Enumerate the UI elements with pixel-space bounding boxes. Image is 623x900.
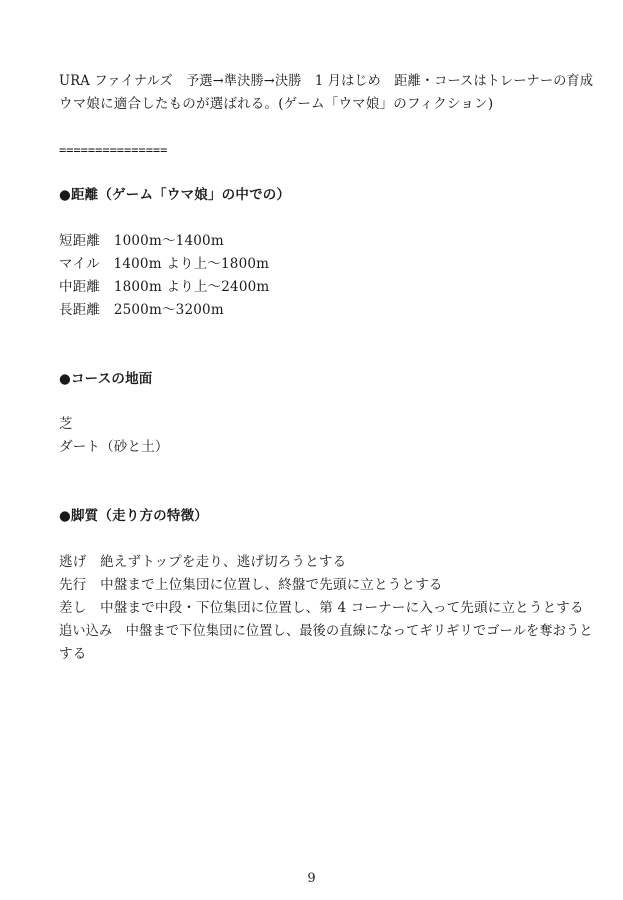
intro-line-2: ウマ娘に適合したものが選ばれる。(ゲーム「ウマ娘」のフィクション): [59, 96, 494, 112]
style-label: 追い込み: [59, 623, 113, 639]
distance-item: [59, 301, 224, 319]
course-item: ダート（砂と土）: [59, 439, 169, 455]
style-label: 先行: [59, 577, 87, 593]
distance-value: 1800m より上〜2400m: [113, 279, 270, 295]
style-text: 中盤まで下位集団に位置し、最後の直線になってギリギリでゴールを奪おうと: [125, 623, 593, 639]
style-item: [59, 622, 593, 640]
course-item: 芝: [59, 416, 73, 432]
course-heading: ●コースの地面: [59, 371, 153, 387]
distance-value: 2500m〜3200m: [113, 302, 224, 318]
distance-label: マイル: [59, 256, 100, 272]
distance-label: 長距離: [59, 302, 101, 318]
separator: ===============: [59, 143, 168, 157]
intro-line-1: URA ファイナルズ 予選→準決勝→決勝 1 月はじめ 距離・コースはトレーナーの育成: [59, 73, 594, 89]
distance-label: 短距離: [59, 233, 101, 249]
distance-value: 1400m より上〜1800m: [113, 256, 270, 272]
distance-item: [59, 255, 269, 273]
style-item-continuation: する: [59, 646, 87, 662]
style-text: 絶えずトップを走り、逃げ切ろうとする: [100, 554, 347, 570]
style-heading: ●脚質（走り方の特徴）: [59, 508, 208, 524]
style-text: 中盤まで中段・下位集団に位置し、第 4 コーナーに入って先頭に立とうとする: [100, 600, 584, 616]
distance-heading: ●距離（ゲーム「ウマ娘」の中での）: [59, 187, 291, 203]
distance-label: 中距離: [59, 279, 101, 295]
style-text: 中盤まで上位集団に位置し、終盤で先頭に立とうとする: [100, 577, 443, 593]
style-item: [59, 553, 346, 571]
distance-item: [59, 278, 269, 296]
style-item: [59, 576, 443, 594]
distance-value: 1000m〜1400m: [113, 233, 224, 249]
distance-item: [59, 232, 224, 250]
style-item: [59, 599, 584, 617]
style-label: 逃げ: [59, 554, 87, 570]
style-label: 差し: [59, 600, 87, 616]
page-number: 9: [307, 871, 316, 886]
